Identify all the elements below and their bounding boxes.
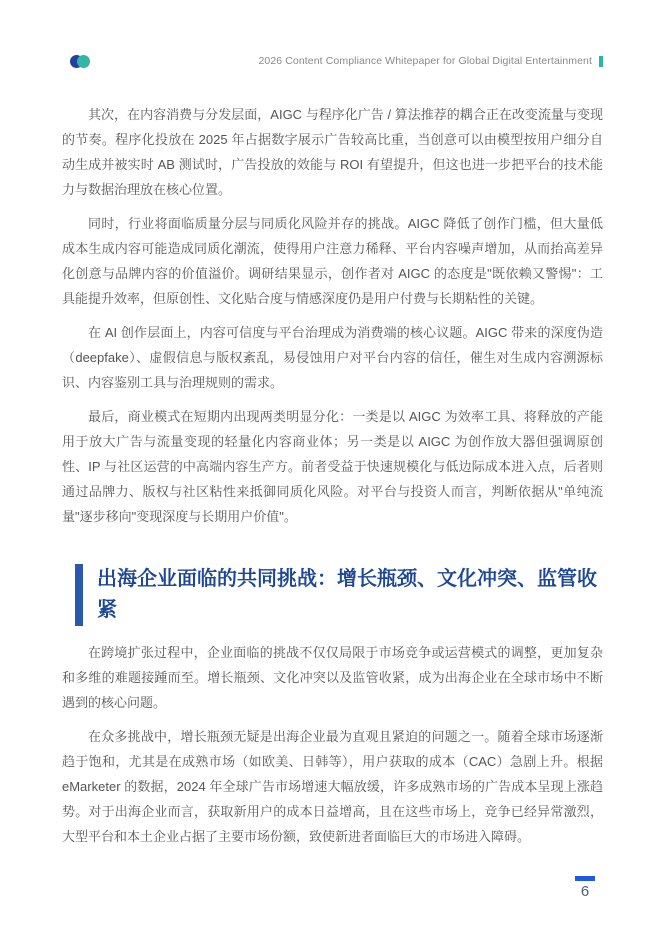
- paragraph: 其次，在内容消费与分发层面，AIGC 与程序化广告 / 算法推荐的耦合正在改变流量与变现的节奏。程序化投放在 2025 年占据数字展示广告较高比重，当创意可以由模型按用户细分自动生成并被实时 AB 测试时，广告投放的效能与 ROI 有望提升，但这也进一步把平台的技术能力与数据治理放在核心位置。: [62, 107, 603, 197]
- paragraph: 同时，行业将面临质量分层与同质化风险并存的挑战。AIGC 降低了创作门槛，但大量低成本生成内容可能造成同质化潮流，使得用户注意力稀释、平台内容噪声增加，从而抬高差异化创意与品牌内容的价值溢价。调研结果显示，创作者对 AIGC 的态度是"既依赖又警惕"：工具能提升效率，但原创性、文化贴合度与情感深度仍是用户付费与长期粘性的关键。: [62, 216, 603, 306]
- paragraph: 在 AI 创作层面上，内容可信度与平台治理成为消费端的核心议题。AIGC 带来的深度伪造（deepfake）、虚假信息与版权紊乱，易侵蚀用户对平台内容的信任，催生对生成内容溯源标识、内容鉴别工具与治理规则的需求。: [62, 325, 603, 390]
- header-right: [258, 55, 603, 67]
- section-heading: 出海企业面临的共同挑战：增长瓶颈、文化冲突、监管收紧: [75, 564, 603, 626]
- page-footer: [571, 876, 599, 900]
- header-title: 2026 Content Compliance Whitepaper for Global Digital Entertainment: [258, 55, 592, 67]
- logo-teal-circle-icon: [77, 55, 90, 68]
- page-header: [70, 50, 603, 72]
- paragraph: 在跨境扩张过程中，企业面临的挑战不仅仅局限于市场竞争或运营模式的调整，更加复杂和多维的难题接踵而至。增长瓶颈、文化冲突以及监管收紧，成为出海企业在全球市场中不断遇到的核心问题。: [62, 645, 603, 710]
- footer-accent-bar-icon: [575, 876, 595, 881]
- paragraph: 在众多挑战中，增长瓶颈无疑是出海企业最为直观且紧迫的问题之一。随着全球市场逐渐趋于饱和，尤其是在成熟市场（如欧美、日韩等），用户获取的成本（CAC）急剧上升。根据 eMarketer 的数据，2024 年全球广告市场增速大幅放缓，许多成熟市场的广告成本呈现上涨趋势。对于出海企业而言，获取新用户的成本日益增高，且在这些市场上，竞争已经异常激烈，大型平台和本土企业占据了主要市场份额，致使新进者面临巨大的市场进入障碍。: [62, 729, 603, 844]
- page-number: 6: [580, 883, 590, 900]
- logo-icon: [70, 54, 90, 68]
- document-body: [62, 102, 603, 858]
- header-accent-tick-icon: [599, 56, 603, 67]
- paragraph: 最后，商业模式在短期内出现两类明显分化：一类是以 AIGC 为效率工具、将释放的产能用于放大广告与流量变现的轻量化内容商业体；另一类是以 AIGC 为创作放大器但强调原创性、IP 与社区运营的中高端内容生产方。前者受益于快速规模化与低边际成本进入点，后者则通过品牌力、版权与社区粘性来抵御同质化风险。对平台与投资人而言，判断依据从"单纯流量"逐步移向"变现深度与长期用户价值"。: [62, 409, 603, 524]
